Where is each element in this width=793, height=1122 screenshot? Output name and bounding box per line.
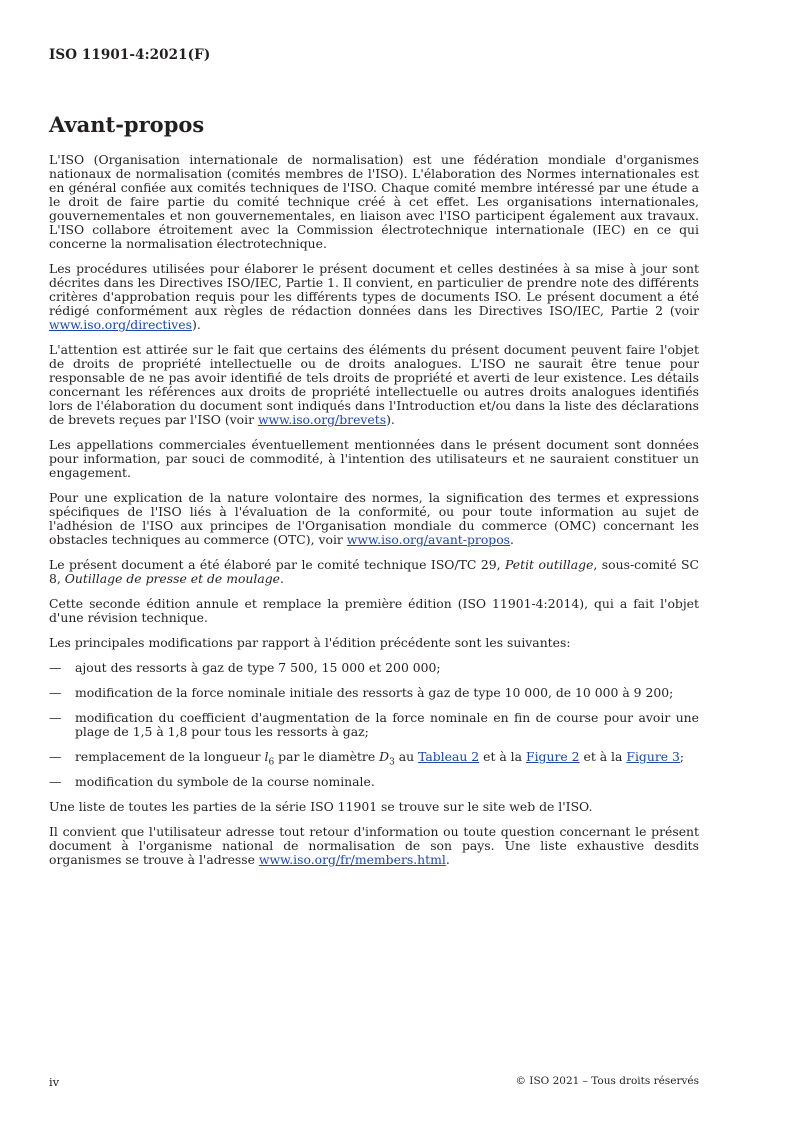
paragraph-text-end: ). [192, 317, 201, 332]
page-title: Avant-propos [49, 112, 205, 137]
paragraph-text-end: ). [386, 412, 395, 427]
page-number: iv [49, 1075, 60, 1089]
paragraph-changes-intro: Les principales modifications par rapport à l'édition précédente sont les suivantes: [49, 635, 571, 650]
paragraph-text-end: . [280, 571, 284, 586]
list-item [49, 749, 699, 768]
text-segment: au [394, 749, 419, 764]
list-item-text: modification de la force nominale initiale des ressorts à gaz de type 10 000, de 10 000 à 9 200; [75, 685, 674, 700]
symbol-length: l [264, 749, 269, 764]
list-item [49, 775, 699, 789]
list-item-text [75, 749, 699, 768]
symbol-subscript: 6 [268, 757, 275, 768]
patents-link[interactable]: www.iso.org/brevets [257, 412, 387, 427]
text-segment: remplacement de la longueur [75, 749, 265, 764]
symbol-subscript: 3 [389, 757, 395, 768]
list-item-text: modification du coefficient d'augmentation de la force nominale en fin de course pour avoir une plage de 1,5 à 1,8 pour tous les ressorts à gaz; [75, 710, 699, 739]
paragraph-procedures [49, 262, 699, 332]
table-2-link[interactable]: Tableau 2 [418, 749, 480, 764]
paragraph-text: Les procédures utilisées pour élaborer le présent document et celles destinées à sa mise à jour sont décrites dans les Directives ISO/IEC, Partie 1. Il convient, en particulier de prendre note des différents critères d'approbation requis pour les différents types de documents ISO. Le présent document a été rédigé conformément aux règles de rédaction données dans les Directives ISO/IEC, Partie 2 (voir [49, 261, 699, 318]
paragraph-text-end: . [510, 532, 514, 547]
paragraph-feedback [49, 825, 699, 867]
paragraph-series-list: Une liste de toutes les parties de la série ISO 11901 se trouve sur le site web de l'ISO. [49, 799, 593, 814]
directives-link[interactable]: www.iso.org/directives [49, 317, 192, 332]
committee-name: Petit outillage [504, 557, 594, 572]
symbol-diameter: D [379, 749, 390, 764]
paragraph-voluntary-nature [49, 491, 699, 547]
list-item-text: ajout des ressorts à gaz de type 7 500, 15 000 et 200 000; [75, 660, 441, 675]
members-link[interactable]: www.iso.org/fr/members.html [258, 852, 446, 867]
paragraph-trade-names: Les appellations commerciales éventuellement mentionnées dans le présent document sont données pour information, par souci de commodité, à l'intention des utilisateurs et ne sauraient constituer un engagement. [49, 437, 699, 480]
list-item [49, 711, 699, 739]
foreword-body [49, 153, 699, 878]
paragraph-patents [49, 343, 699, 427]
list-dash: — [49, 685, 62, 700]
list-dash: — [49, 774, 62, 789]
list-item [49, 661, 699, 675]
paragraph-text-end: . [445, 852, 450, 867]
list-dash: — [49, 749, 62, 764]
list-dash: — [49, 660, 62, 675]
subcommittee-name: Outillage de presse et de moulage [64, 571, 280, 586]
figure-3-link[interactable]: Figure 3 [626, 749, 680, 764]
document-id-header: ISO 11901-4:2021(F) [49, 47, 211, 63]
paragraph-text: Il convient que l'utilisateur adresse tout retour d'information ou toute question concernant le présent document à l'organisme national de normalisation de son pays. Une liste exhaustive desdits organismes se trouve à l'adresse [49, 824, 699, 867]
paragraph-committee [49, 558, 699, 586]
paragraph-text-mid: , sous-comité SC 8, [49, 557, 699, 586]
text-segment: ; [679, 749, 685, 764]
paragraph-edition: Cette seconde édition annule et remplace la première édition (ISO 11901-4:2014), qui a fait l'objet d'une révision technique. [49, 596, 699, 625]
paragraph-text: Pour une explication de la nature volontaire des normes, la signification des termes et expressions spécifiques de l'ISO liés à l'évaluation de la conformité, ou pour toute information au sujet de l'adhésion de l'ISO aux principes de l'Organisation mondiale du commerce (OMC) concernant les obstacles techniques au commerce (OTC), voir [49, 490, 699, 547]
text-segment: et à la [579, 749, 627, 764]
list-item [49, 686, 699, 700]
figure-2-link[interactable]: Figure 2 [525, 749, 580, 764]
list-dash: — [49, 710, 62, 725]
paragraph-text: Le présent document a été élaboré par le comité technique ISO/TC 29, [49, 557, 505, 572]
foreword-link[interactable]: www.iso.org/avant-propos [346, 532, 511, 547]
text-segment: et à la [479, 749, 526, 764]
list-item-text: modification du symbole de la course nominale. [75, 774, 375, 789]
copyright-notice: © ISO 2021 – Tous droits réservés [515, 1075, 699, 1087]
paragraph-text: L'attention est attirée sur le fait que certains des éléments du présent document peuvent faire l'objet de droits de propriété intellectuelle ou de droits analogues. L'ISO ne saurait être tenue pour responsable de ne pas avoir identifié de tels droits de propriété et averti de leur existence. Les détails concernant les références aux droits de propriété intellectuelle ou autres droits analogues identifiés lors de l'élaboration du document sont indiqués dans l'Introduction et/ou dans la liste des déclarations de brevets reçues par l'ISO (voir [49, 342, 699, 427]
paragraph-iso-intro: L'ISO (Organisation internationale de normalisation) est une fédération mondiale d'organismes nationaux de normalisation (comités membres de l'ISO). L'élaboration des Normes internationales est en général confiée aux comités techniques de l'ISO. Chaque comité membre intéressé par une étude a le droit de faire partie du comité technique créé à cet effet. Les organisations internationales, gouvernementales et non gouvernementales, en liaison avec l'ISO participent également aux travaux. L'ISO collabore étroitement avec la Commission électrotechnique internationale (IEC) en ce qui concerne la normalisation électrotechnique. [49, 152, 699, 251]
text-segment: par le diamètre [274, 749, 380, 764]
